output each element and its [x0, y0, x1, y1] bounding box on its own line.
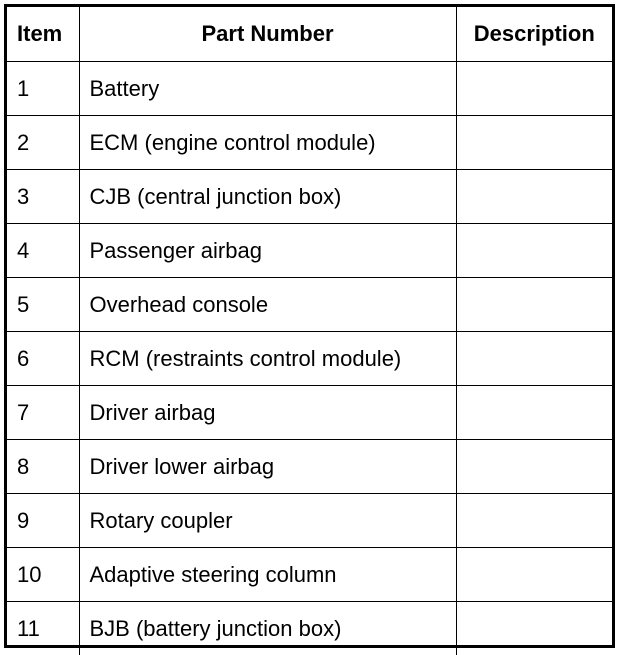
table-row: [7, 62, 612, 116]
item-number: 3: [7, 170, 79, 224]
table-row: [7, 278, 612, 332]
description-cell: [456, 440, 612, 494]
part-name: Driver lower airbag: [79, 440, 456, 494]
description-cell: [456, 386, 612, 440]
part-name: Passenger airbag: [79, 224, 456, 278]
table-row: [7, 332, 612, 386]
part-name: Overhead console: [79, 278, 456, 332]
table-row: [7, 224, 612, 278]
table-row: [7, 494, 612, 548]
item-number: 11: [7, 602, 79, 655]
item-number: 8: [7, 440, 79, 494]
item-number: 7: [7, 386, 79, 440]
description-cell: [456, 224, 612, 278]
item-number: 10: [7, 548, 79, 602]
part-name: Driver airbag: [79, 386, 456, 440]
table-row: [7, 386, 612, 440]
item-number: 6: [7, 332, 79, 386]
table-row: [7, 440, 612, 494]
part-name: Battery: [79, 62, 456, 116]
description-cell: [456, 170, 612, 224]
item-number: 9: [7, 494, 79, 548]
table-row: [7, 548, 612, 602]
part-name: BJB (battery junction box): [79, 602, 456, 655]
part-name: Adaptive steering column: [79, 548, 456, 602]
item-number: 1: [7, 62, 79, 116]
table-row: [7, 116, 612, 170]
header-description: Description: [456, 7, 612, 62]
parts-table-frame: [4, 4, 615, 648]
description-cell: [456, 62, 612, 116]
description-cell: [456, 548, 612, 602]
description-cell: [456, 116, 612, 170]
table-header-row: [7, 7, 612, 62]
parts-table: [7, 7, 612, 655]
description-cell: [456, 278, 612, 332]
part-name: RCM (restraints control module): [79, 332, 456, 386]
description-cell: [456, 602, 612, 655]
table-row: [7, 170, 612, 224]
description-cell: [456, 494, 612, 548]
header-part-number: Part Number: [79, 7, 456, 62]
part-name: Rotary coupler: [79, 494, 456, 548]
description-cell: [456, 332, 612, 386]
table-row: [7, 602, 612, 655]
item-number: 4: [7, 224, 79, 278]
part-name: ECM (engine control module): [79, 116, 456, 170]
item-number: 2: [7, 116, 79, 170]
part-name: CJB (central junction box): [79, 170, 456, 224]
header-item: Item: [7, 7, 79, 62]
item-number: 5: [7, 278, 79, 332]
